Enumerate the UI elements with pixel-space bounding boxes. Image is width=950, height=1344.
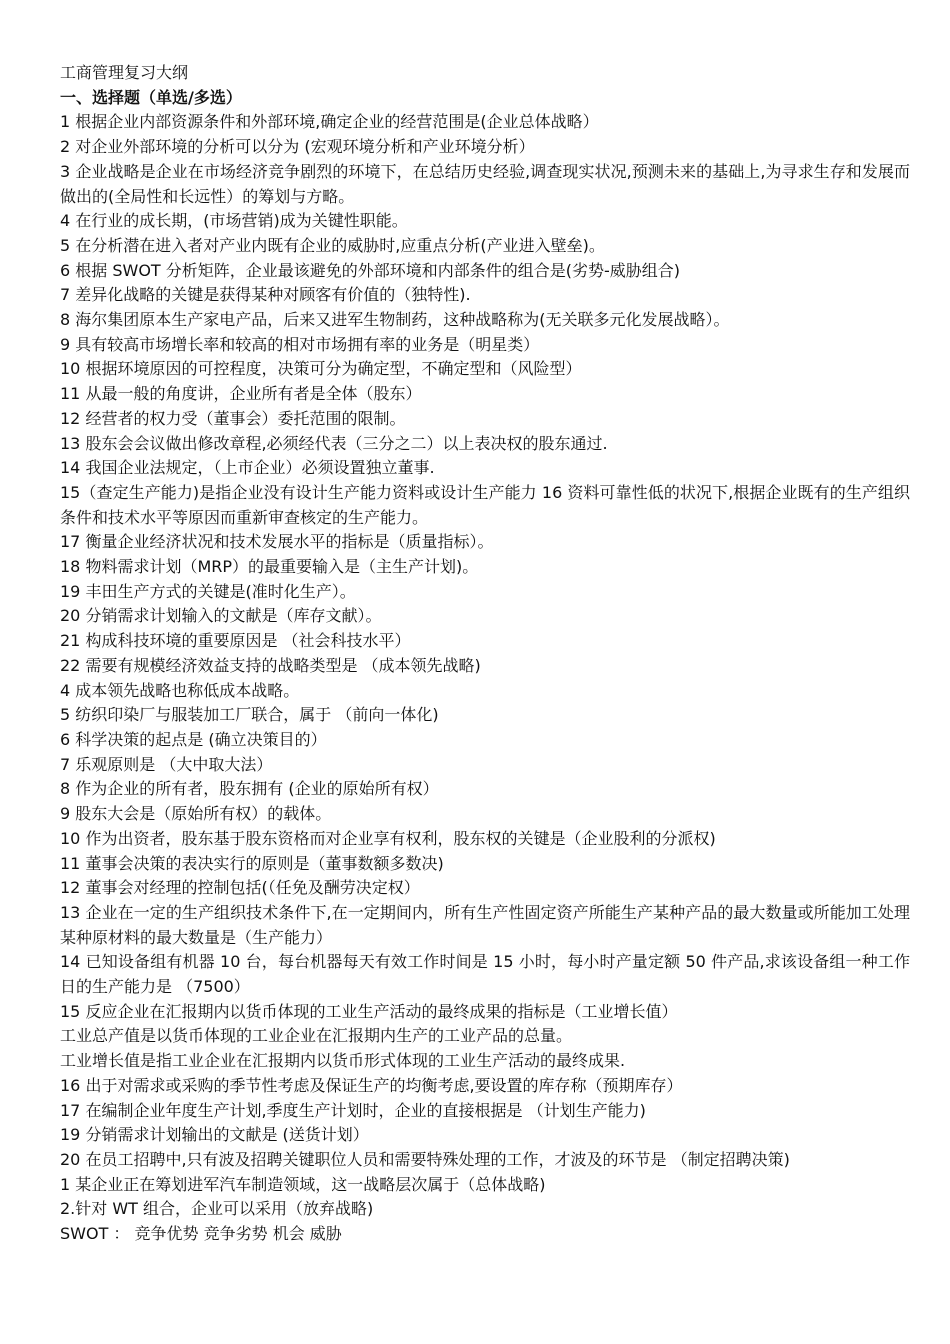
list-item: 2 对企业外部环境的分析可以分为 (宏观环境分析和产业环境分析） [60, 137, 535, 157]
list-item: 14 已知设备组有机器 10 台，每台机器每天有效工作时间是 15 小时，每小时产量定额 50 件产品,求该设备组一种工作日的生产能力是 （7500） [60, 952, 910, 997]
list-item: 19 丰田生产方式的关键是(准时化生产）。 [60, 581, 356, 601]
list-item: 10 作为出资者，股东基于股东资格而对企业享有权利，股东权的关键是（企业股利的分派权) [60, 828, 716, 848]
list-item: 13 股东会会议做出修改章程,必须经代表（三分之二）以上表决权的股东通过. [60, 433, 608, 453]
list-item: 1 根据企业内部资源条件和外部环境,确定企业的经营范围是(企业总体战略） [60, 112, 599, 132]
document-page [60, 61, 910, 1247]
list-item: 15（查定生产能力)是指企业没有设计生产能力资料或设计生产能力 16 资料可靠性低的状况下,根据企业既有的生产组织条件和技术水平等原因而重新审查核定的生产能力。 [60, 482, 910, 527]
list-item: 3 企业战略是企业在市场经济竞争剧烈的环境下，在总结历史经验,调查现实状况,预测未来的基础上,为寻求生存和发展而做出的(全局性和长远性）的筹划与方略。 [60, 161, 910, 206]
list-item: 14 我国企业法规定，（上市企业）必须设置独立董事. [60, 458, 435, 478]
list-item: 11 董事会决策的表决实行的原则是（董事数额多数决) [60, 853, 444, 873]
list-item: 10 根据环境原因的可控程度，决策可分为确定型，不确定型和（风险型） [60, 359, 582, 379]
list-item: 9 股东大会是（原始所有权）的载体。 [60, 804, 332, 824]
list-item: 6 科学决策的起点是 (确立决策目的） [60, 729, 327, 749]
list-item: 6 根据 SWOT 分析矩阵，企业最该避免的外部环境和内部条件的组合是(劣势-威胁组合) [60, 260, 681, 280]
list-item: 20 分销需求计划输入的文献是（库存文献）。 [60, 606, 382, 626]
list-item: 11 从最一般的角度讲，企业所有者是全体（股东） [60, 384, 422, 404]
list-item: 7 乐观原则是 （大中取大法） [60, 754, 273, 774]
list-item: 15 反应企业在汇报期内以货币体现的工业生产活动的最终成果的指标是（工业增长值） [60, 1001, 678, 1021]
list-item: SWOT ： 竞争优势 竞争劣势 机会 威胁 [60, 1224, 342, 1244]
list-item: 22 需要有规模经济效益支持的战略类型是 （成本领先战略) [60, 655, 481, 675]
list-item: 5 纺织印染厂与服装加工厂联合，属于 （前向一体化) [60, 705, 439, 725]
list-item: 12 董事会对经理的控制包括(（任免及酬劳决定权） [60, 878, 420, 898]
list-item: 1 某企业正在筹划进军汽车制造领域，这一战略层次属于（总体战略) [60, 1174, 546, 1194]
list-item: 17 在编制企业年度生产计划,季度生产计划时，企业的直接根据是 （计划生产能力) [60, 1100, 646, 1120]
list-item: 13 企业在一定的生产组织技术条件下,在一定期间内，所有生产性固定资产所能生产某种产品的最大数量或所能加工处理某种原材料的最大数量是（生产能力） [60, 902, 910, 947]
list-item: 16 出于对需求或采购的季节性考虑及保证生产的均衡考虑,要设置的库存称（预期库存） [60, 1075, 683, 1095]
list-item: 5 在分析潜在进入者对产业内既有企业的威胁时,应重点分析(产业进入壁垒)。 [60, 235, 605, 255]
list-item: 17 衡量企业经济状况和技术发展水平的指标是（质量指标）。 [60, 532, 494, 552]
list-item: 工业增长值是指工业企业在汇报期内以货币形式体现的工业生产活动的最终成果. [60, 1051, 626, 1071]
list-item: 工业总产值是以货币体现的工业企业在汇报期内生产的工业产品的总量。 [60, 1026, 573, 1046]
list-item: 8 作为企业的所有者，股东拥有 (企业的原始所有权） [60, 779, 439, 799]
list-item: 20 在员工招聘中,只有波及招聘关键职位人员和需要特殊处理的工作，才波及的环节是 （制定招聘决策) [60, 1149, 790, 1169]
list-item: 19 分销需求计划输出的文献是 (送货计划） [60, 1125, 369, 1145]
list-item: 2.针对 WT 组合，企业可以采用（放弃战略) [60, 1199, 374, 1219]
list-item: 8 海尔集团原本生产家电产品，后来又进军生物制药，这种战略称为(无关联多元化发展战略）。 [60, 310, 730, 330]
list-item: 4 成本领先战略也称低成本战略。 [60, 680, 300, 700]
document-title: 工商管理复习大纲 [60, 63, 189, 82]
list-item: 21 构成科技环境的重要原因是 （社会科技水平） [60, 631, 411, 651]
list-item: 4 在行业的成长期，(市场营销)成为关键性职能。 [60, 211, 408, 231]
list-item: 18 物料需求计划（MRP）的最重要输入是（主生产计划)。 [60, 557, 479, 577]
list-item: 9 具有较高市场增长率和较高的相对市场拥有率的业务是（明星类） [60, 334, 540, 354]
list-item: 12 经营者的权力受（董事会）委托范围的限制。 [60, 408, 406, 428]
section-heading: 一、选择题（单选/多选） [60, 87, 242, 107]
list-item: 7 差异化战略的关键是获得某种对顾客有价值的（独特性). [60, 285, 471, 305]
